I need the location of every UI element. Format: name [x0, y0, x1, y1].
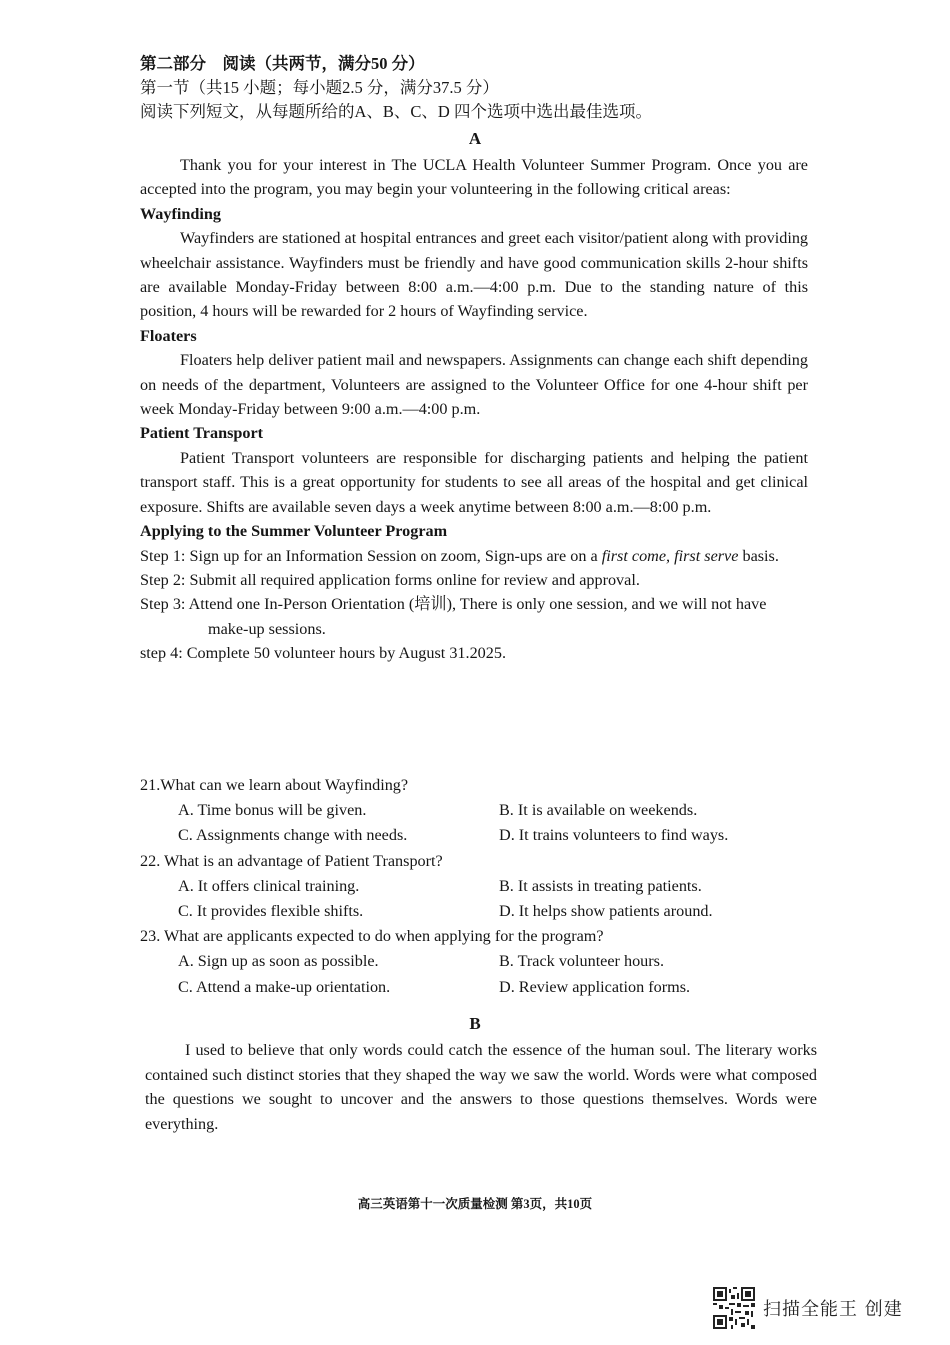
- option-d: D. Review application forms.: [499, 977, 691, 996]
- wayfinding-text: Wayfinders are stationed at hospital entrances and greet each visitor/patient along with providing wheelchair assistance. Wayfinders must be friendly and have good communication skills 2-hour shifts are available Monday-Friday between 8:00 a.m.—4:00 p.m. Due to the standing nature of this position, 4 hours will be rewarded for 2 hours of Wayfinding service.: [140, 229, 809, 321]
- step-1: [140, 544, 808, 568]
- passage-b-text: I used to believe that only words could catch the essence of the human soul. The literary works contained such distinct stories that they shaped the way we saw the world. Words were what composed the questions we sought to uncover and the answers to those questions themselves. Words were everything.: [145, 1041, 817, 1133]
- wayfinding-heading: Wayfinding: [140, 204, 221, 223]
- step-3: Step 3: Attend one In-Person Orientation (培训), There is only one session, and we will not have make-up sessions.: [140, 595, 767, 638]
- instruction: 阅读下列短文，从每题所给的A、B、C、D 四个选项中选出最佳选项。: [140, 102, 652, 121]
- part-title: 第二部分 阅读（共两节，满分50 分）: [140, 54, 425, 73]
- passage-b-label: B: [469, 1014, 481, 1033]
- option-a: A. Sign up as soon as possible.: [178, 952, 379, 971]
- option-row: [140, 798, 820, 823]
- section-header: [140, 52, 820, 124]
- watermark-text: 扫描全能王 创建: [763, 1299, 903, 1320]
- passage-a: [140, 153, 808, 666]
- passage-a-label: A: [468, 129, 482, 148]
- passage-b: [145, 1038, 817, 1136]
- option-d: D. It trains volunteers to find ways.: [499, 826, 729, 845]
- page-footer: 高三英语第十一次质量检测 第3页，共10页: [357, 1197, 593, 1211]
- option-row: [140, 899, 820, 924]
- option-row: [140, 949, 820, 974]
- question-stem: 21.What can we learn about Wayfinding?: [140, 776, 409, 794]
- option-row: [140, 823, 820, 848]
- option-b: B. It assists in treating patients.: [499, 876, 702, 895]
- option-b: B. Track volunteer hours.: [499, 952, 665, 971]
- scanner-watermark: [713, 1287, 903, 1329]
- option-a: A. Time bonus will be given.: [178, 801, 367, 820]
- step-2: Step 2: Submit all required application forms online for review and approval.: [140, 570, 640, 589]
- option-row: [140, 975, 820, 1000]
- patient-transport-heading: Patient Transport: [140, 424, 264, 443]
- step-4: step 4: Complete 50 volunteer hours by August 31.2025.: [140, 644, 506, 663]
- floaters-heading: Floaters: [140, 326, 197, 345]
- step-1-emphasis: first come, first serve: [601, 546, 739, 565]
- patient-transport-text: Patient Transport volunteers are responsible for discharging patients and helping the patient transport staff. This is a great opportunity for students to see all areas of the hospital and get clinical exposure. Shifts are available seven days a week anytime between 8:00 a.m.—8:00 p.m.: [140, 448, 808, 516]
- option-row: [140, 874, 820, 899]
- question-list: [140, 773, 820, 1000]
- option-d: D. It helps show patients around.: [499, 902, 713, 921]
- option-c: C. Assignments change with needs.: [178, 826, 408, 845]
- step-1-end: basis.: [738, 546, 779, 565]
- floaters-text: Floaters help deliver patient mail and newspapers. Assignments can change each shift depending on needs of the department, Volunteers are assigned to the Volunteer Office for one 4-hour shift per week Monday-Friday between 9:00 a.m.—4:00 p.m.: [140, 351, 808, 419]
- section-title: 第一节（共15 小题；每小题2.5 分，满分37.5 分）: [140, 78, 499, 97]
- option-b: B. It is available on weekends.: [499, 801, 698, 820]
- question-22: [140, 849, 820, 925]
- apply-heading: Applying to the Summer Volunteer Program: [140, 522, 448, 541]
- option-a: A. It offers clinical training.: [178, 876, 360, 895]
- step-1-text: Step 1: Sign up for an Information Session on zoom, Sign-ups are on a: [140, 546, 602, 565]
- option-c: C. Attend a make-up orientation.: [178, 977, 391, 996]
- option-c: C. It provides flexible shifts.: [178, 902, 364, 921]
- passage-a-intro: Thank you for your interest in The UCLA Health Volunteer Summer Program. Once you are accepted into the program, you may begin your volunteering in the following critical areas:: [140, 156, 808, 199]
- question-stem: 23. What are applicants expected to do when applying for the program?: [140, 927, 604, 946]
- question-23: [140, 924, 820, 1000]
- qr-code-icon: [713, 1287, 755, 1329]
- question-21: [140, 773, 820, 849]
- question-stem: 22. What is an advantage of Patient Transport?: [140, 851, 443, 870]
